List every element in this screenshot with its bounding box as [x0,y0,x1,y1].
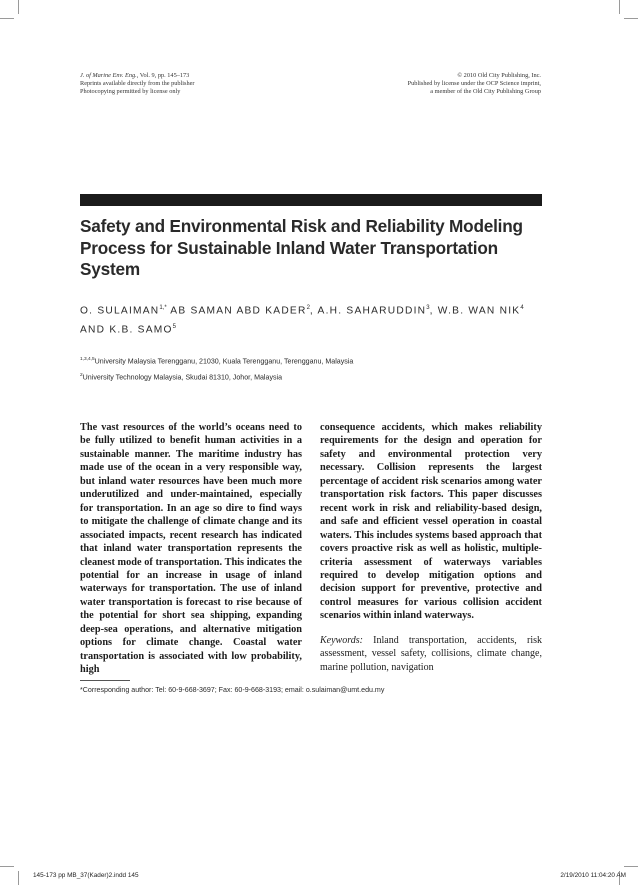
title-bar [80,194,542,206]
crop-mark [624,18,638,19]
abstract-column-left [80,421,302,677]
author-superscript: 4 [520,305,524,311]
journal-name: J. of Marine Env. Eng. [80,72,137,79]
affiliation-superscript: 1,3,4,5 [80,357,95,362]
affiliation-text: University Malaysia Terengganu, 21030, Kuala Terengganu, Terengganu, Malaysia [94,357,354,366]
copyright-line: © 2010 Old City Publishing, Inc. [457,72,541,79]
affiliation-text: University Technology Malaysia, Skudai 81310, Johor, Malaysia [82,373,283,382]
author-name: , A.H. SAHARUDDIN [309,305,427,317]
author-list [80,300,550,339]
corresponding-author-footnote: *Corresponding author: Tel: 60-9-668-3697; Fax: 60-9-668-3193; email: o.sulaiman@umt.edu.my [80,686,385,694]
author-superscript: 3 [426,305,430,311]
print-slug-left: 145-173 pp MB_37(Kader)2.indd 145 [33,872,139,879]
journal-header-right [408,72,541,97]
keywords-text: Inland transportation, accidents, risk assessment, vessel safety, collisions, climate change, marine pollution, navigation [320,634,542,673]
author-name: AND K.B. SAMO [80,324,173,336]
author-superscript: 2 [306,305,310,311]
author-superscript: 1,* [159,305,167,311]
print-slug-right: 2/19/2010 11:04:20 AM [560,872,626,879]
publisher-group-line: a member of the Old City Publishing Group [430,88,541,96]
affiliation-superscript: 2 [80,372,83,378]
keywords-label: Keywords: [320,634,363,646]
abstract-text-right: consequence accidents, which makes reliability requirements for the design and operation for safety and environmental protection very necessary. Collision represents the largest percentage of accident risk scenarios among water transportation risk factors. This paper discusses recent work in risk and reliability-based design, and safe and efficient vessel operation in coastal waters. This includes systems based approach that covers proactive risk as well as holistic, multiple-criteria assessment of waterways variables required to develop mitigation options and decision support for preventive, protective and control measures for various collision accident scenarios within inland waterways. [320,422,542,622]
author-name: AB SAMAN ABD KADER [166,305,307,317]
affiliation-line [80,353,353,369]
keywords [320,634,542,674]
journal-citation: , Vol. 9, pp. 145–173 [136,72,190,79]
license-line: Published by license under the OCP Science imprint, [407,80,541,88]
journal-header-left [80,72,195,97]
crop-mark [0,866,14,867]
article-title: Safety and Environmental Risk and Reliability Modeling Process for Sustainable Inland Water Transportation System [80,216,523,279]
crop-mark [18,871,19,885]
reprints-note: Reprints available directly from the publisher [80,80,195,88]
author-superscript: 5 [172,324,177,331]
author-name: , W.B. WAN NIK [429,305,521,317]
crop-mark [0,18,14,19]
crop-mark [624,866,638,867]
affiliation-line [80,369,353,385]
abstract-text-left: The vast resources of the world’s oceans need to be fully utilized to benefit human activities in a sustainable manner. The maritime industry has made use of the ocean in a very responsible way, but inland water resources have been much more underutilized and under-maintained, especially for transportation. In an age so dire to find ways to mitigate the challenge of climate change and its associated impacts, recent research has indicated that inland water transportation represents the cleanest mode of transportation. This indicates the potential for an increase in usage of inland waterways for transportation. The use of inland water transportation is forecast to rise because of the potential for short sea shipping, expanding deep-sea operations, and alternative mitigation options for climate change. Coastal water transportation is associated with low probability, high [80,422,302,676]
footnote-rule [80,680,130,681]
abstract-column-right [320,421,542,674]
crop-mark [18,0,19,14]
photocopy-note: Photocopying permitted by license only [80,88,181,96]
affiliations [80,353,353,385]
author-name: O. SULAIMAN [80,305,160,317]
crop-mark [619,0,620,14]
